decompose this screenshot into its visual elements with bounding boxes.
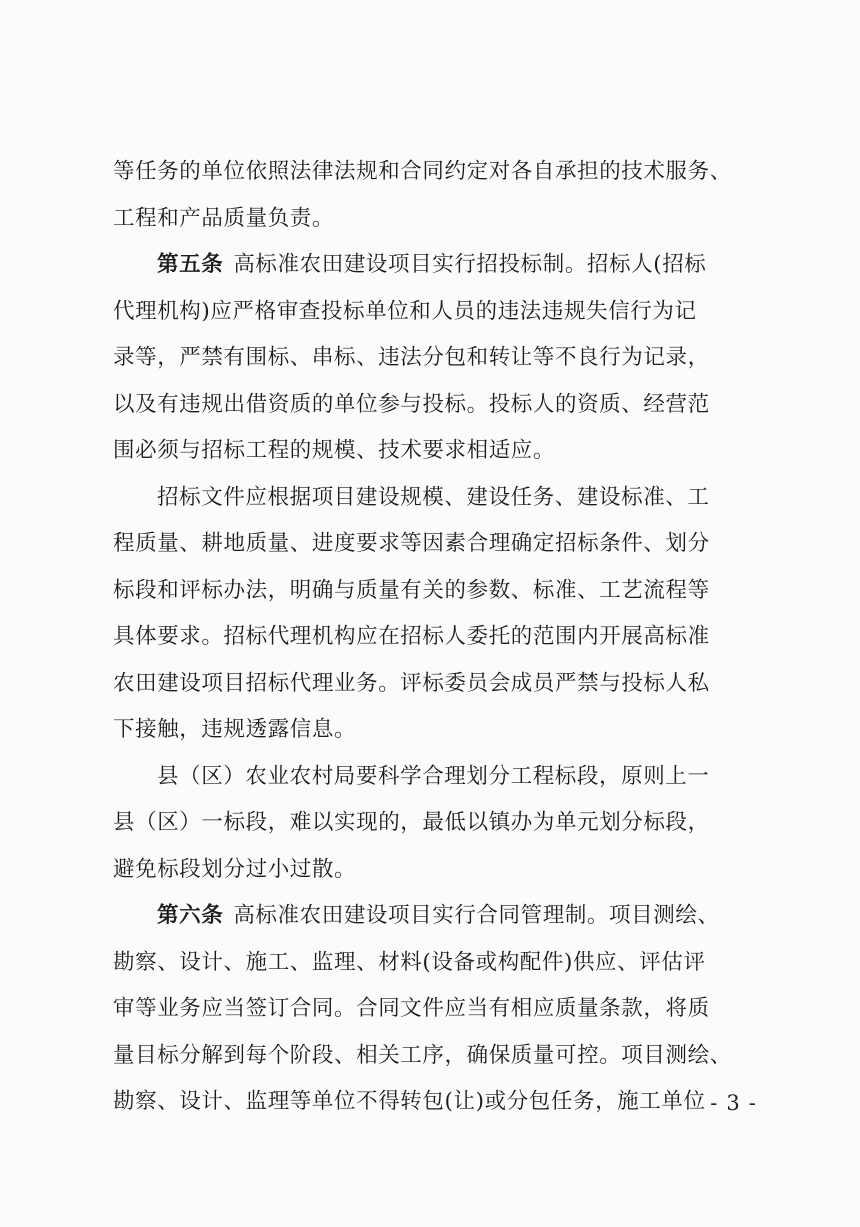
line-text: 量目标分解到每个阶段、相关工序，确保质量可控。项目测绘、 — [113, 1042, 732, 1068]
text-line — [113, 707, 773, 754]
line-text: 勘察、设计、施工、监理、材料(设备或构配件)供应、评估评 — [113, 949, 706, 975]
line-text: 程质量、耕地质量、进度要求等因素合理确定招标条件、划分 — [113, 531, 710, 556]
text-line — [113, 289, 773, 336]
text-line — [113, 196, 773, 243]
text-line — [113, 521, 773, 568]
line-text: 等任务的单位依照法律法规和合同约定对各自承担的技术服务、 — [113, 159, 732, 184]
page-number — [694, 1088, 774, 1118]
page-number-value: 3 — [726, 1091, 742, 1115]
line-text: 农田建设项目招标代理业务。评标委员会成员严禁与投标人私 — [113, 670, 710, 696]
line-text: 以及有违规出借资质的单位参与投标。投标人的资质、经营范 — [113, 391, 710, 417]
line-text: 围必须与招标工程的规模、技术要求相适应。 — [113, 438, 556, 463]
text-line — [113, 986, 773, 1033]
text-line — [113, 800, 773, 847]
line-text: 县（区）一标段，难以实现的，最低以镇办为单元划分标段， — [113, 810, 710, 835]
text-line — [113, 1079, 773, 1126]
text-line — [113, 614, 773, 661]
page-number-dash-left: - — [710, 1091, 720, 1115]
line-text: 高标准农田建设项目实行招投标制。招标人(招标 — [233, 252, 707, 277]
text-line — [113, 335, 773, 382]
text-line — [113, 1033, 773, 1080]
line-text: 招标文件应根据项目建设规模、建设任务、建设标准、工 — [157, 484, 710, 510]
text-line — [113, 661, 773, 708]
text-line — [113, 475, 773, 522]
line-text: 县（区）农业农村局要科学合理划分工程标段，原则上一 — [157, 763, 710, 789]
text-line — [113, 568, 773, 615]
text-line — [113, 428, 773, 475]
page-number-dash-right: - — [748, 1091, 758, 1115]
line-text: 代理机构)应严格审查投标单位和人员的违法违规失信行为记 — [113, 298, 697, 324]
line-text: 高标准农田建设项目实行合同管理制。项目测绘、 — [233, 903, 720, 928]
text-line — [113, 754, 773, 801]
line-text: 勘察、设计、监理等单位不得转包(让)或分包任务，施工单位 — [113, 1089, 706, 1114]
line-text: 具体要求。招标代理机构应在招标人委托的范围内开展高标准 — [113, 624, 710, 649]
document-body — [113, 149, 773, 1126]
text-line — [113, 242, 773, 289]
text-line — [113, 847, 773, 894]
text-line — [113, 893, 773, 940]
line-text: 标段和评标办法，明确与质量有关的参数、标准、工艺流程等 — [113, 577, 710, 603]
line-text: 审等业务应当签订合同。合同文件应当有相应质量条款，将质 — [113, 996, 710, 1021]
text-line — [113, 940, 773, 987]
text-line — [113, 382, 773, 429]
article-number: 第五条 — [157, 252, 224, 277]
line-text: 下接触，违规透露信息。 — [113, 717, 357, 742]
line-text: 录等，严禁有围标、串标、违法分包和转让等不良行为记录， — [113, 345, 710, 370]
text-line — [113, 149, 773, 196]
article-number: 第六条 — [157, 903, 224, 928]
line-text: 避免标段划分过小过散。 — [113, 856, 357, 882]
line-text: 工程和产品质量负责。 — [113, 205, 335, 231]
